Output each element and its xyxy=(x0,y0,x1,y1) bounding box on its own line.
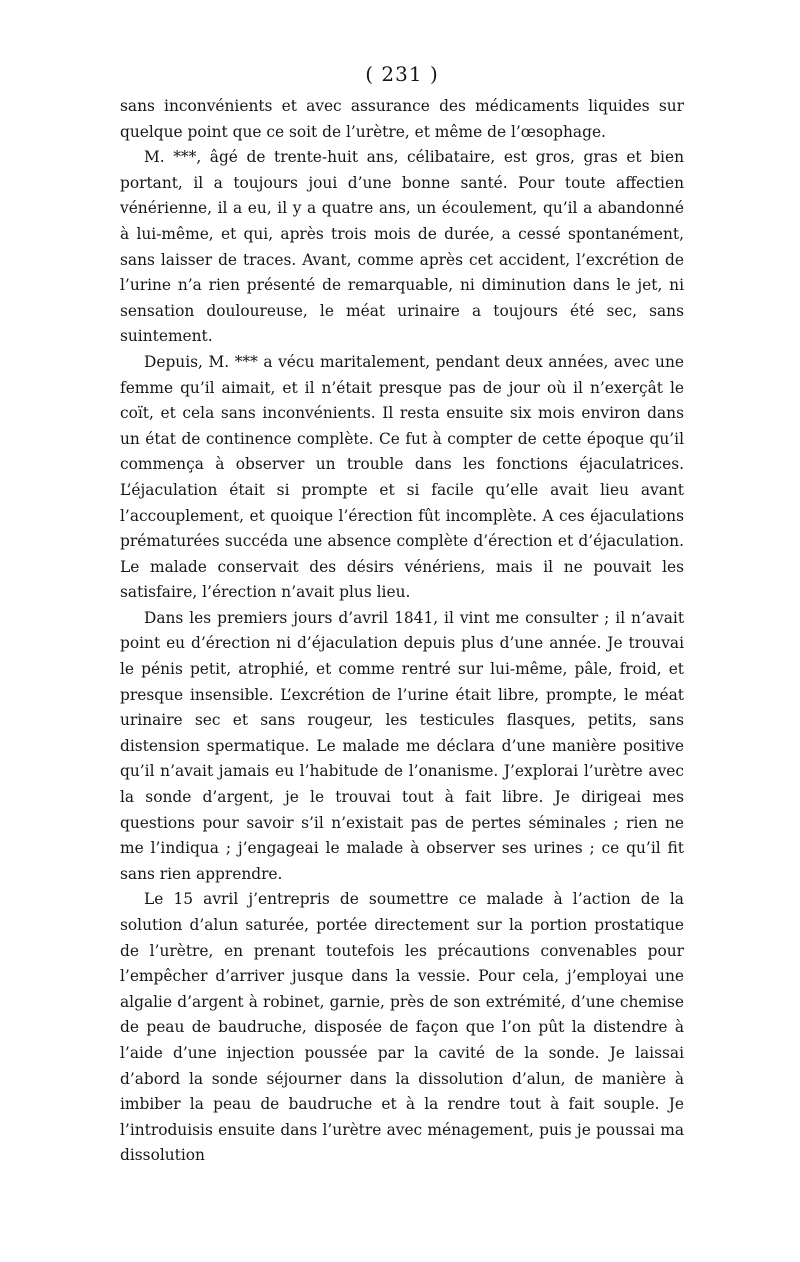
page-number: ( 231 ) xyxy=(365,62,439,86)
paragraph-consultation: Dans les premiers jours d’avril 1841, il vint me consulter ; il n’avait point eu d’érection ni d’éjaculation depuis plus d’une année. Je trouvai le pénis petit, atrophié, et comme rentré sur lui-même, pâle, froid, et presque insensible. L’excrétion de l’urine était libre, prompte, le méat urinaire sec et sans rougeur, les testicules flasques, petits, sans distension spermatique. Le malade me déclara d’une manière positive qu’il n’avait jamais eu l’habitude de l’onanisme. J’explorai l’urètre avec la sonde d’argent, je le trouvai tout à fait libre. Je dirigeai mes questions pour savoir s’il n’existait pas de pertes séminales ; rien ne me l’indiqua ; j’engageai le malade à observer ses urines ; ce qu’il fit sans rien apprendre. xyxy=(120,608,684,883)
paragraph-continuation: sans inconvénients et avec assurance des médicaments liquides sur quelque point que ce soit de l’urètre, et même de l’œsophage. xyxy=(120,97,684,141)
book-page xyxy=(120,60,684,1169)
paragraph-treatment: Le 15 avril j’entrepris de soumettre ce malade à l’action de la solution d’alun saturée, portée directement sur la portion prostatique de l’urètre, en prenant toutefois les précautions convenables pour l’empêcher d’arriver jusque dans la vessie. Pour cela, j’employai une algalie d’argent à robinet, garnie, près de son extrémité, d’une chemise de peau de baudruche, disposée de façon que l’on pût la distendre à l’aide d’une injection poussée par la cavité de la sonde. Je laissai d’abord la sonde séjourner dans la dissolution d’alun, de manière à imbiber la peau de baudruche et à la rendre tout à fait souple. Je l’introduisis ensuite dans l’urètre avec ménagement, puis je poussai ma dissolution xyxy=(120,890,684,1165)
paragraph-case-history: M. ***, âgé de trente-huit ans, célibataire, est gros, gras et bien portant, il a toujours joui d’une bonne santé. Pour toute affectien vénérienne, il a eu, il y a quatre ans, un écoulement, qu’il a abandonné à lui-même, et qui, après trois mois de durée, a cessé spontanément, sans laisser de traces. Avant, comme après cet accident, l’excrétion de l’urine n’a rien présenté de remarquable, ni diminution dans le jet, ni sensation douloureuse, le méat urinaire a toujours été sec, sans suintement. xyxy=(120,148,684,346)
paragraph-symptoms: Depuis, M. *** a vécu maritalement, pendant deux années, avec une femme qu’il aimait, et il n’était presque pas de jour où il n’exerçât le coït, et cela sans inconvénients. Il resta ensuite six mois environ dans un état de continence complète. Ce fut à compter de cette époque qu’il commença à observer un trouble dans les fonctions éjaculatrices. L’éjaculation était si prompte et si facile qu’elle avait lieu avant l’accouplement, et quoique l’érection fût incomplète. A ces éjaculations prématurées succéda une absence complète d’érection et d’éjaculation. Le malade conservait des désirs vénériens, mais il ne pouvait les satisfaire, l’érection n’avait plus lieu. xyxy=(120,352,684,602)
